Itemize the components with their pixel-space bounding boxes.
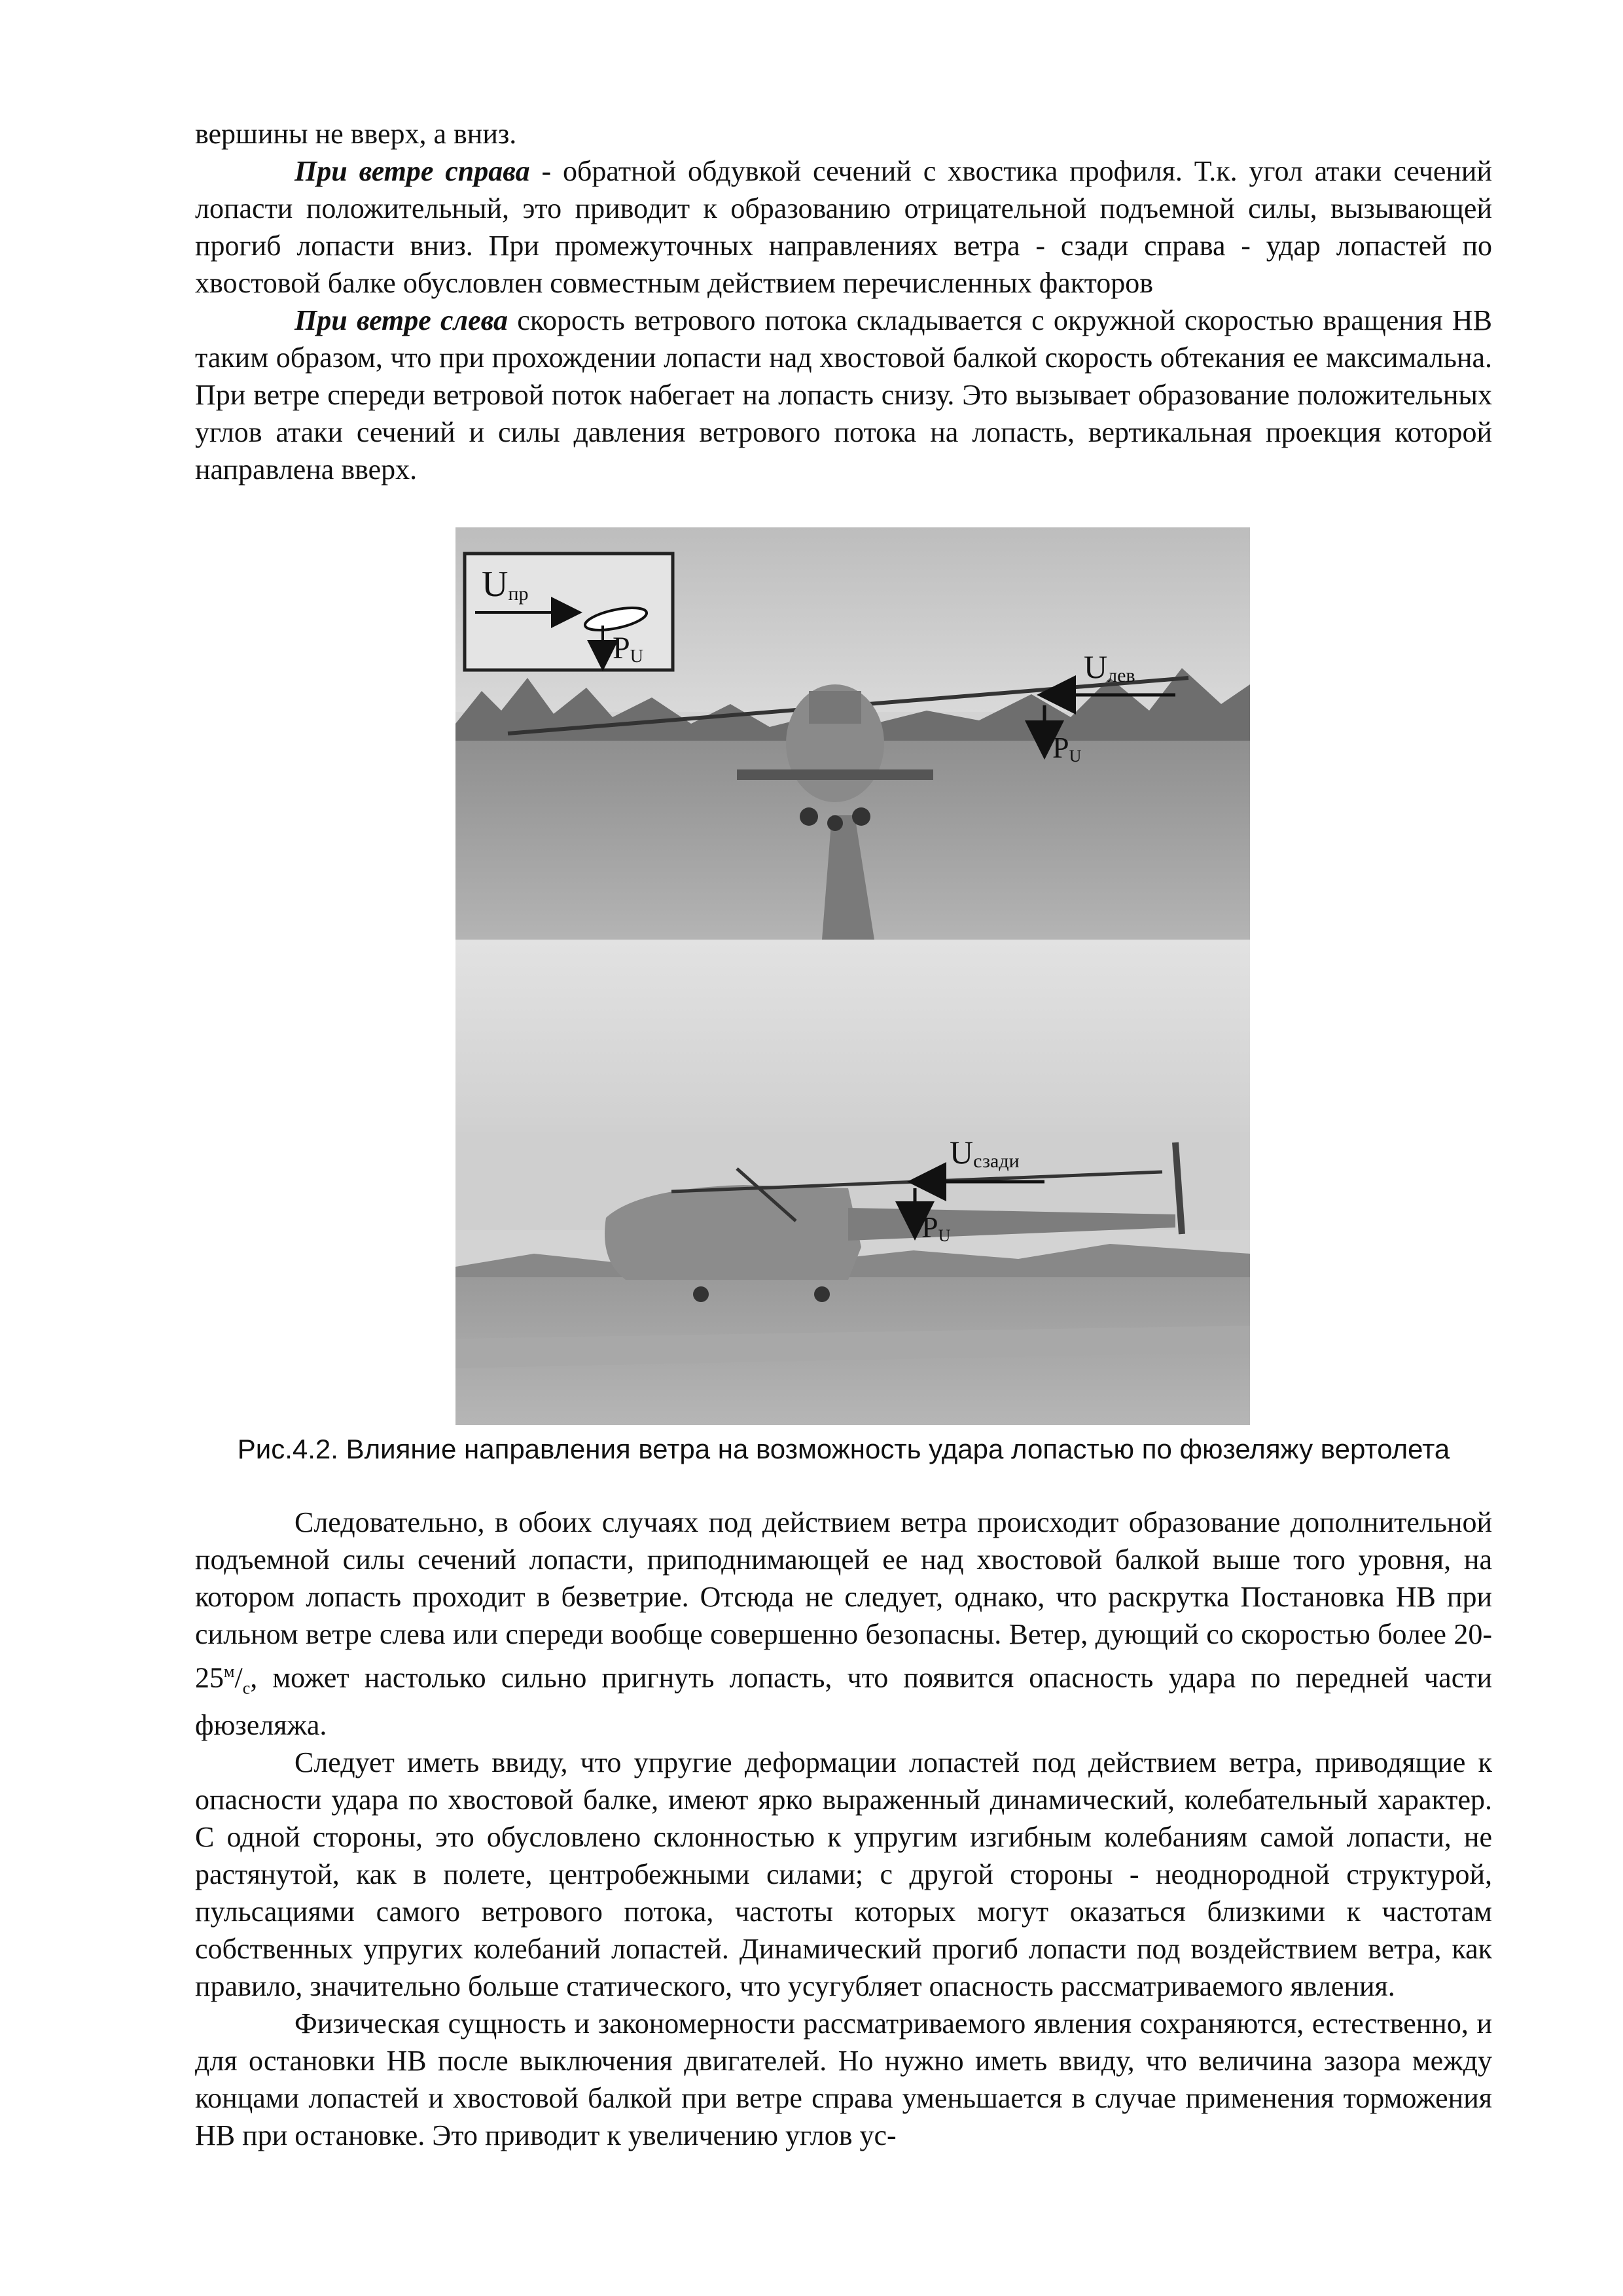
body-wind-right: - обратной обдувкой сечений с хвостика профиля. Т.к. угол атаки сечений лопасти положительный, это приводит к образованию отрицательной подъемной силы, вызывающей прогиб лопасти вниз. При промежуточных направлениях ветра - сзади справа - удар лопастей по хвостовой балке обусловлен совместным действием перечисленных факторов [195, 155, 1492, 299]
inset-p-label: PU [613, 631, 643, 667]
figure-illustration [455, 527, 1250, 1425]
text-block-top [195, 115, 1492, 488]
inset-u-label: Uпр [482, 564, 529, 605]
helicopter-weapon-pylons [737, 769, 933, 780]
figure-helicopter-photos [455, 527, 1250, 1425]
paragraph-wind-left [195, 302, 1492, 488]
paragraph-consequently: Следовательно, в обоих случаях под действием ветра происходит образование дополнительной подъемной силы сечений лопасти, приподнимающей ее над хвостовой балкой выше того уровня, на котором лопасть проходит в безветрие. Отсюда не следует, однако, что раскрутка Постановка НВ при сильном ветре слева или спереди вообще совершенно безопасны. Ветер, дующий со скоростью более $20-25^м/_с$, может настолько сильно пригнуть лопасть, что появится опасность удара по передней части фюзеляжа. [195, 1506, 1492, 1742]
bottom-p-label: PU [921, 1210, 951, 1245]
paragraph-elastic-deformation: Следует иметь ввиду, что упругие деформации лопастей под действием ветра, приводящие к опасности удара по хвостовой балке, имеют ярко выраженный динамический, колебательный характер. С одной стороны, это обусловлено склонностью к упругим изгибным колебаниям самой лопасти, не растянутой, как в полете, центробежными силами; с другой стороны - неоднородной структурой, пульсациями самого ветрового потока, частоты которых могут оказаться близкими к частотам собственных упругих колебаний лопастей. Динамический прогиб лопасти под воздействием ветра, как правило, значительно больше статического, что усугубляет опасность рассматриваемого явления. [195, 1746, 1492, 2003]
top-photo [455, 527, 1250, 940]
text-block-bottom [195, 1504, 1492, 2154]
paragraph-wind-right [195, 152, 1492, 302]
photo-gap [455, 940, 1250, 1132]
paragraph-continuation: вершины не вверх, а вниз. [195, 118, 517, 150]
helicopter-side-fuselage [605, 1185, 861, 1280]
lead-wind-left: При ветре слева [294, 304, 508, 336]
bottom-photo [455, 1132, 1250, 1425]
top-u-label: Uлев [1084, 648, 1135, 686]
figure-caption: Рис.4.2. Влияние направления ветра на возможность удара лопастью по фюзеляжу вертолета [237, 1434, 1450, 1464]
top-p-label: PU [1052, 731, 1082, 766]
bottom-u-label: Uсзади [950, 1134, 1020, 1172]
lead-wind-right: При ветре справа [294, 155, 530, 187]
paragraph-physical-essence: Физическая сущность и закономерности рассматриваемого явления сохраняются, естественно, и для остановки НВ после выключения двигателей. Но нужно иметь ввиду, что величина зазора между концами лопастей и хвостовой балкой при ветре справа уменьшается в случае применения торможения НВ при остановке. Это приводит к увеличению углов ус- [195, 2007, 1492, 2152]
body-wind-left: скорость ветрового потока складывается с окружной скоростью вращения НВ таким образом, что при прохождении лопасти над хвостовой балкой скорость обтекания ее максимальна. При ветре спереди ветровой поток набегает на лопасть снизу. Это вызывает образование положительных углов атаки сечений и силы давления ветрового потока на лопасть, вертикальная проекция которой направлена вверх. [195, 304, 1493, 486]
